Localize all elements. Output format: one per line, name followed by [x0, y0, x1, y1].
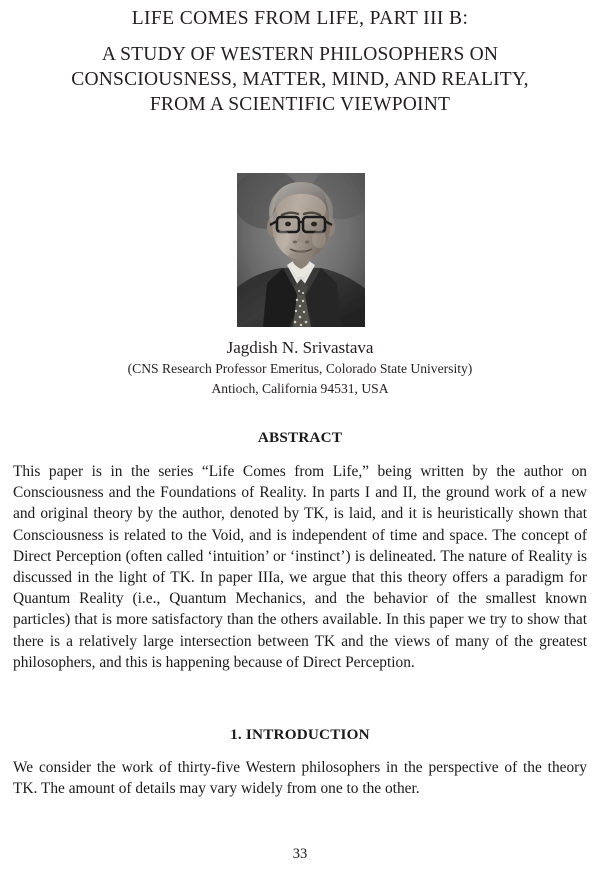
- title-subtitle-line-1: A STUDY OF WESTERN PHILOSOPHERS ON: [101, 44, 499, 65]
- title-subtitle-line-3: FROM A SCIENTIFIC VIEWPOINT: [149, 94, 451, 115]
- author-block: [0, 337, 600, 398]
- author-address: Antioch, California 94531, USA: [211, 380, 389, 396]
- page-title: [0, 6, 600, 117]
- title-subtitle-line-2: CONSCIOUSNESS, MATTER, MIND, AND REALITY,: [71, 69, 529, 90]
- introduction-heading: 1. INTRODUCTION: [230, 726, 370, 743]
- abstract-text: This paper is in the series “Life Comes from Life,” being written by the author on Consciousness and the Foundations of Reality. In parts I and II, the ground work of a new and original theory by the author, denoted by TK, is laid, and it is heuristically shown that Consciousness is related to the Void, and is independent of time and space. The concept of Direct Perception (often called ‘intuition’ or ‘instinct’) is delineated. The nature of Reality is discussed in the light of TK. In paper IIIa, we argue that this theory offers a paradigm for Quantum Reality (i.e., Quantum Mechanics, and the behavior of the smallest known particles) that is more satisfactory than the others available. In this paper we try to show that there is a relatively large intersection between TK and the views of many of the greatest philosophers, and this is happening because of Direct Perception.: [13, 463, 587, 671]
- author-portrait-photo: [237, 173, 365, 327]
- abstract-heading: ABSTRACT: [257, 429, 343, 446]
- page-number: 33: [292, 846, 308, 862]
- title-subtitle-block: [0, 42, 600, 117]
- title-main-line: LIFE COMES FROM LIFE, PART III B:: [131, 8, 469, 29]
- portrait-image: [237, 173, 365, 327]
- author-name: Jagdish N. Srivastava: [226, 338, 374, 357]
- author-affiliation: (CNS Research Professor Emeritus, Colorado State University): [127, 361, 473, 376]
- introduction-text: We consider the work of thirty-five Western philosophers in the perspective of the theory TK. The amount of details may vary widely from one to the other.: [13, 759, 587, 798]
